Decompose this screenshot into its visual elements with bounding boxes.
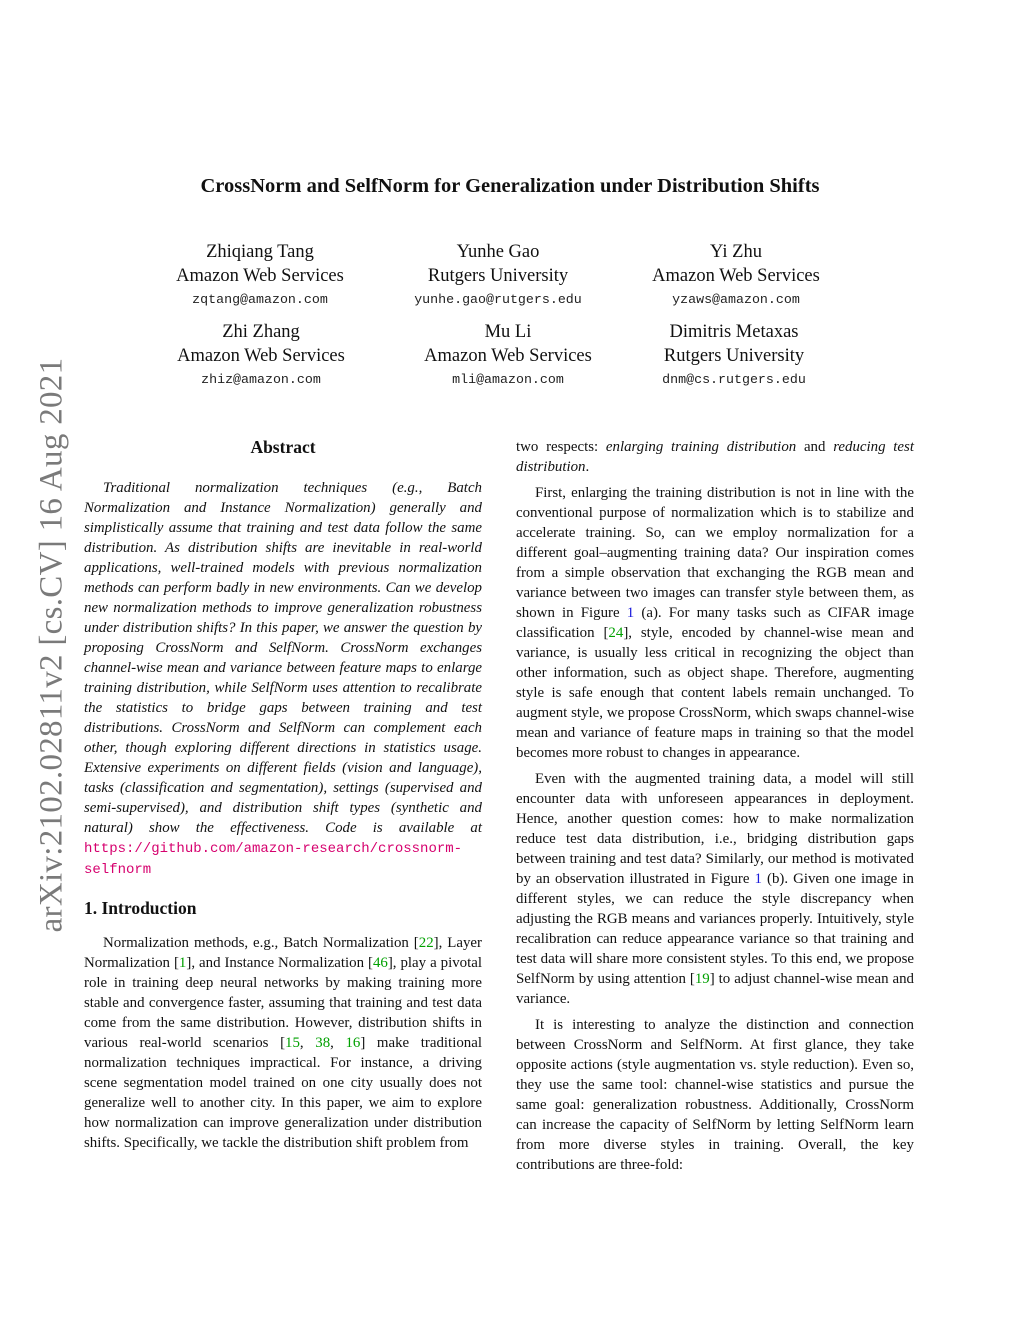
author-affiliation: Amazon Web Services [424, 346, 592, 366]
introduction-heading: 1. Introduction [84, 898, 197, 918]
text-run: First, enlarging the training distribution is not in line with the conventional purpose of normalization which is to stabilize and accelerate training. So, can we employ normalization for a different goal–augmenting training data? Our inspiration comes from a simple observation that exchanging the RGB mean and variance between two images can transfer style between them, as shown in Figure [516, 485, 914, 621]
author-email[interactable]: dnm@cs.rutgers.edu [662, 372, 806, 387]
author-affiliation: Rutgers University [663, 346, 805, 366]
citation-link[interactable]: 16 [345, 1035, 361, 1051]
figure-link[interactable]: 1 [754, 871, 762, 887]
author-name: Yunhe Gao [456, 242, 540, 262]
text-run: . [585, 459, 590, 475]
author-block [616, 240, 856, 307]
abstract-text: Traditional normalization techniques (e.g., Batch Normalization and Instance Normalization) generally and simplistically assume that training and test data follow the same distribution. As distribution shifts are inevitable in real-world applications, well-trained models with previous normalization methods can perform badly in new environments. Can we develop new normalization methods to improve generalization robustness under distribution shifts? In this paper, we answer the question by proposing CrossNorm and SelfNorm. CrossNorm exchanges channel-wise mean and variance between feature maps to enlarge training distribution, while SelfNorm uses attention to recalibrate the statistics to bridge gaps between training and test distributions. CrossNorm and SelfNorm can complement each other, though exploring different directions in statistics usage. Extensive experiments on different fields (vision and language), tasks (classification and segmentation), settings (supervised and semi-supervised), and distribution shift types (synthetic and natural) show the effectiveness. Code is available at [84, 480, 482, 836]
emphasis-text: enlarging training distribution [605, 439, 797, 455]
intro-paragraph-1 [84, 933, 482, 1153]
paper-title: CrossNorm and SelfNorm for Generalization under Distribution Shifts [200, 175, 820, 197]
author-block [141, 320, 381, 387]
author-email[interactable]: zhiz@amazon.com [201, 372, 321, 387]
author-block [378, 240, 618, 307]
author-name: Zhi Zhang [222, 322, 300, 342]
text-run: ], and Instance Normalization [ [186, 955, 373, 971]
author-email[interactable]: mli@amazon.com [452, 372, 564, 387]
text-run: , [330, 1035, 346, 1051]
text-run: (b). Given one image in different styles, we can reduce the style discrepancy when adjusting the RGB means and variances properly. Intuitively, style recalibration can reduce appearance variance so that training and test data will share more consistent styles. To this end, we propose SelfNorm by using attention [ [516, 871, 915, 987]
citation-link[interactable]: 24 [608, 625, 624, 641]
abstract-heading: Abstract [250, 437, 316, 457]
citation-link[interactable]: 15 [285, 1035, 300, 1051]
author-affiliation: Amazon Web Services [177, 346, 345, 366]
text-run: , [299, 1035, 316, 1051]
text-run: Normalization methods, e.g., Batch Normalization [ [103, 935, 419, 951]
citation-link[interactable]: 22 [418, 935, 434, 951]
abstract-paragraph [84, 478, 482, 880]
author-name: Zhiqiang Tang [206, 242, 314, 262]
arxiv-identifier: arXiv:2102.02811v2 [cs.CV] 16 Aug 2021 [33, 357, 70, 933]
citation-link[interactable]: 19 [694, 971, 710, 987]
figure-link[interactable]: 1 [626, 605, 635, 621]
text-run: ] to adjust channel-wise mean and variance. [516, 971, 914, 1007]
code-link[interactable]: https://github.com/amazon-research/crossnorm-selfnorm [84, 841, 463, 878]
intro-paragraph-3 [516, 769, 914, 1009]
text-run: Even with the augmented training data, a model will still encounter data with unforeseen appearances in deployment. Hence, another question comes: how to make normalization reduce test data distribution, i.e., bridging distribution gaps between training and test data? Similarly, our method is motivated by an observation illustrated in Figure [516, 771, 914, 887]
text-run: ], play a pivotal role in training deep neural networks by making training more stable and convergence faster, assuming that training and test data come from the same distribution. However, distribution shifts in various real-world scenarios [ [84, 955, 482, 1051]
author-block [614, 320, 854, 387]
text-run: ], Layer Normalization [ [84, 935, 482, 971]
text-run: two respects: [516, 439, 606, 455]
citation-link[interactable]: 46 [372, 955, 388, 971]
citation-link[interactable]: 1 [178, 955, 187, 971]
author-email[interactable]: yunhe.gao@rutgers.edu [414, 292, 582, 307]
text-run: ], style, encoded by channel-wise mean and variance, is usually less critical in recognizing the object than other information, such as object shape. Therefore, augmenting style is safe enough that content labels remain unchanged. To augment style, we propose CrossNorm, which swaps channel-wise mean and variance of feature maps in training so that the model becomes more robust to changes in appearance. [516, 625, 914, 761]
author-name: Dimitris Metaxas [669, 322, 799, 342]
text-run: and [796, 439, 834, 455]
author-block [140, 240, 380, 307]
author-email[interactable]: yzaws@amazon.com [672, 292, 800, 307]
citation-link[interactable]: 38 [315, 1035, 331, 1051]
intro-paragraph-4: It is interesting to analyze the distinction and connection between CrossNorm and SelfNorm. At first glance, they take opposite actions (style augmentation vs. style reduction). Even so, they use the same tool: channel-wise statistics and pursue the same goal: generalization robustness. Additionally, CrossNorm can increase the capacity of SelfNorm by letting SelfNorm learn from more diverse styles in training. Overall, the key contributions are three-fold: [516, 1017, 914, 1173]
intro-paragraph-continued [516, 437, 914, 477]
author-affiliation: Amazon Web Services [176, 266, 344, 286]
author-name: Yi Zhu [710, 242, 762, 262]
emphasis-text: reducing test distribution [516, 439, 914, 475]
text-run: (a). For many tasks such as CIFAR image classification [ [516, 605, 914, 641]
left-column [84, 437, 482, 1159]
author-affiliation: Rutgers University [427, 266, 569, 286]
intro-paragraph-2 [516, 483, 914, 763]
right-column [516, 437, 914, 1181]
author-name: Mu Li [484, 322, 532, 342]
text-run: ] make traditional normalization techniques impractical. For instance, a driving scene segmentation model trained on one city usually does not generalize well to another city. In this paper, we aim to explore how normalization can improve generalization under distribution shifts. Specifically, we tackle the distribution shift problem from [84, 1035, 482, 1151]
author-block [388, 320, 628, 387]
author-affiliation: Amazon Web Services [652, 266, 820, 286]
author-email[interactable]: zqtang@amazon.com [192, 292, 328, 307]
